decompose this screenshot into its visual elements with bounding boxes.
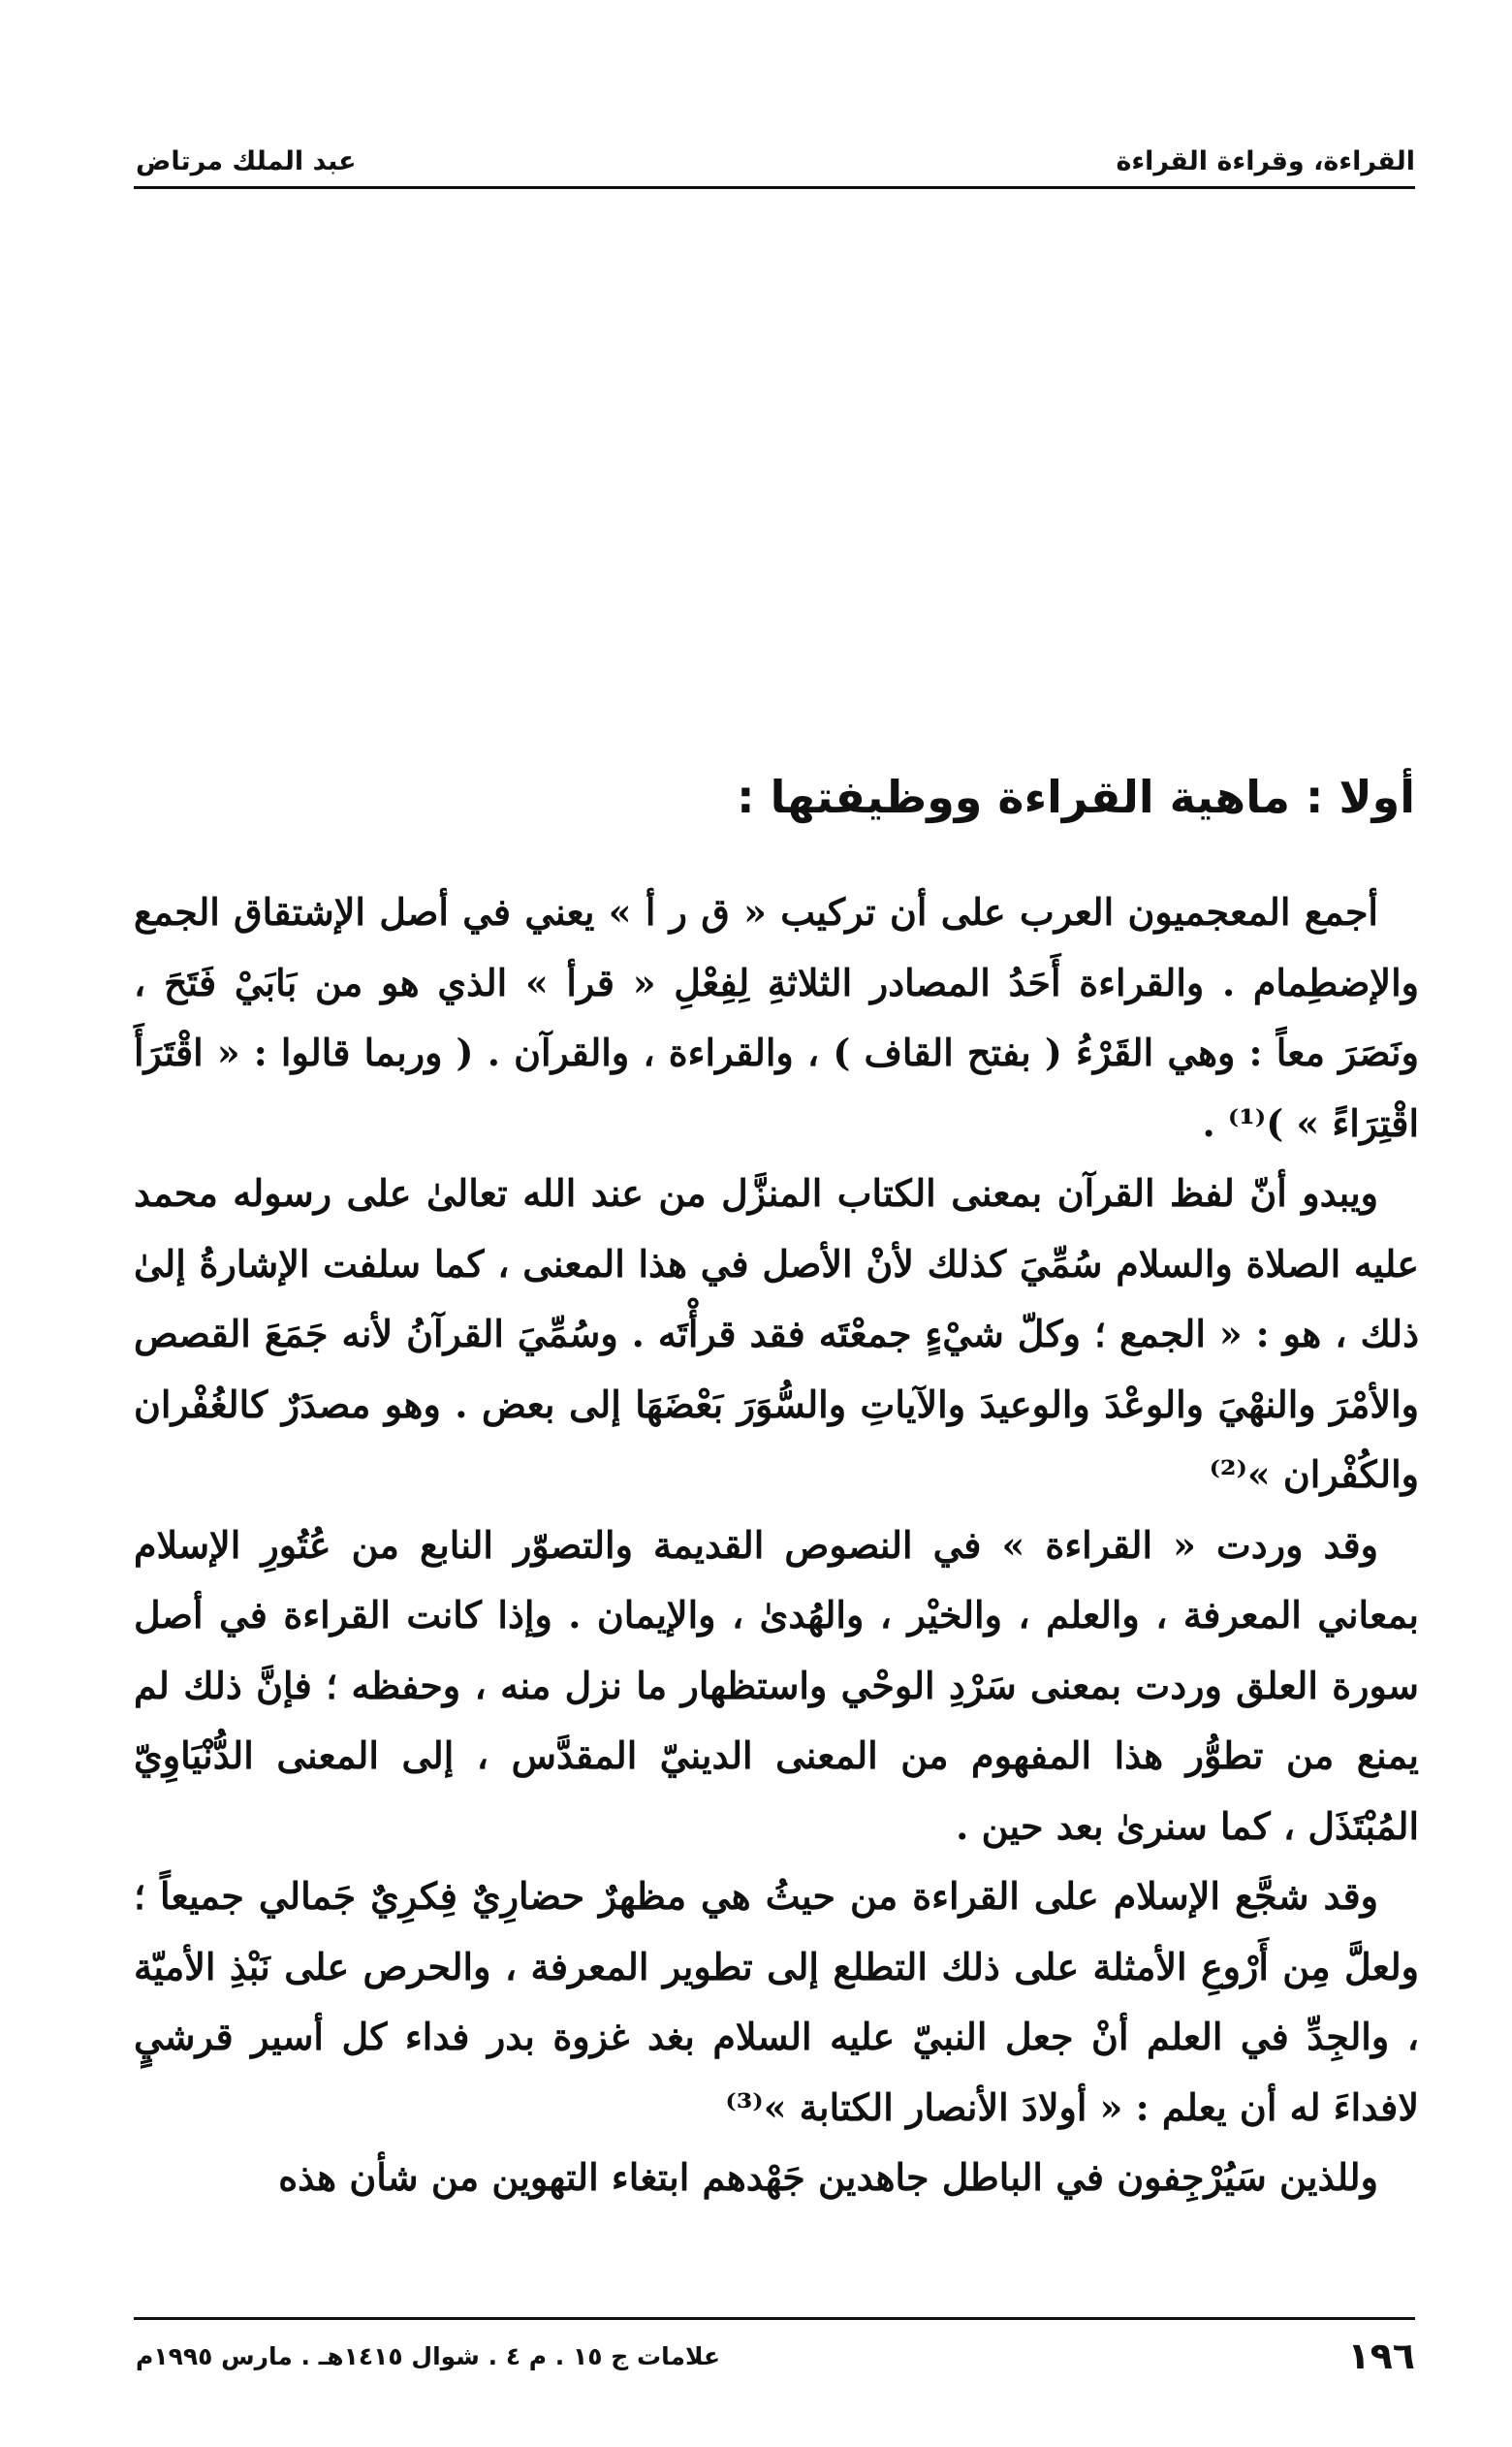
header-section-title: القراءة، وقراءة القراءة: [1116, 146, 1415, 176]
paragraph-1: أجمع المعجميون العرب على أن تركيب « ق ر أ » يعني في أصل الإشتقاق الجمع والإضطِمام . والقراءة أَحَدُ المصادر الثلاثةِ لِفِعْلِ « قرأ » الذي هو من بَابَيْ فَتَحَ ، ونَصَرَ معاً : وهي القَرْءُ ( بفتح القاف ) ، والقراءة ، والقرآن . ( وربما قالوا : « اقْتَرَأَ اقْتِرَاءً » )⁽¹⁾ .: [134, 890, 1419, 1145]
paragraph-3: وقد وردت « القراءة » في النصوص القديمة والتصوّر النابع من عُتُورِ الإسلام بمعاني المعرفة ، والعلم ، والخيْر ، والهُدىٰ ، والإيمان . وإذا كانت القراءة في أصل سورة العلق وردت بمعنى سَرْدِ الوحْي واستظهار ما نزل منه ، وحفظه ؛ فإنَّ ذلك لم يمنع من تطوُّر هذا المفهوم من المعنى الدينيّ المقدَّس ، إلى المعنى الدُّنْيَاوِيّ المُبْتَذَل ، كما سنرىٰ بعد حين .: [134, 1522, 1419, 1848]
running-header: [136, 128, 1415, 176]
footer-divider: [134, 2317, 1415, 2320]
paragraph-2: ويبدو أنّ لفظ القرآن بمعنى الكتاب المنزَّل من عند الله تعالىٰ على رسوله محمد عليه الصلاة والسلام سُمِّيَ كذلك لأنْ الأصل في هذا المعنى ، كما سلفت الإشارةُ إلىٰ ذلك ، هو : « الجمع ؛ وكلّ شيْءٍ جمعْتَه فقد قرأْتَه . وسُمِّيَ القرآنُ لأنه جَمَعَ القصص والأمْرَ والنهْيَ والوعْدَ والوعيدَ والآياتِ والسُّوَرَ بَعْضَهَا إلى بعض . وهو مصدَرٌ كالغُفْران والكُفْران »⁽²⁾: [134, 1171, 1419, 1496]
running-footer: [136, 2332, 1415, 2380]
paragraph-4: وقد شجَّع الإسلام على القراءة من حيثُ هي مظهرٌ حضارِيٌ فِكرِيٌ جَمالي جميعاً ؛ ولعلَّ مِن أَرْوعِ الأمثلة على ذلك التطلع إلى تطوير المعرفة ، والحرص على نَبْذِ الأميّة ، والجِدِّ في العلم أنْ جعل النبيّ عليه السلام بغد غزوة بدر فداء كل أسير قرشيٍ لافداءَ له أن يعلم : « أولادَ الأنصار الكتابة »⁽³⁾: [134, 1874, 1419, 2129]
section-heading: أولا : ماهية القراءة ووظيفتها :: [737, 771, 1415, 823]
header-divider: [134, 186, 1415, 189]
page-number: ١٩٦: [1347, 2335, 1415, 2377]
header-author: عبد الملك مرتاض: [136, 146, 357, 176]
paragraph-5: وللذين سَيُرْجِفون في الباطل جاهدين جَهْدهم ابتغاء التهوين من شأن هذه: [278, 2155, 1378, 2199]
body-text: [134, 877, 1419, 2213]
journal-info: علامات ج ١٥ . م ٤ . شوال ١٤١٥هـ . مارس ١٩٩٥م: [136, 2341, 721, 2370]
